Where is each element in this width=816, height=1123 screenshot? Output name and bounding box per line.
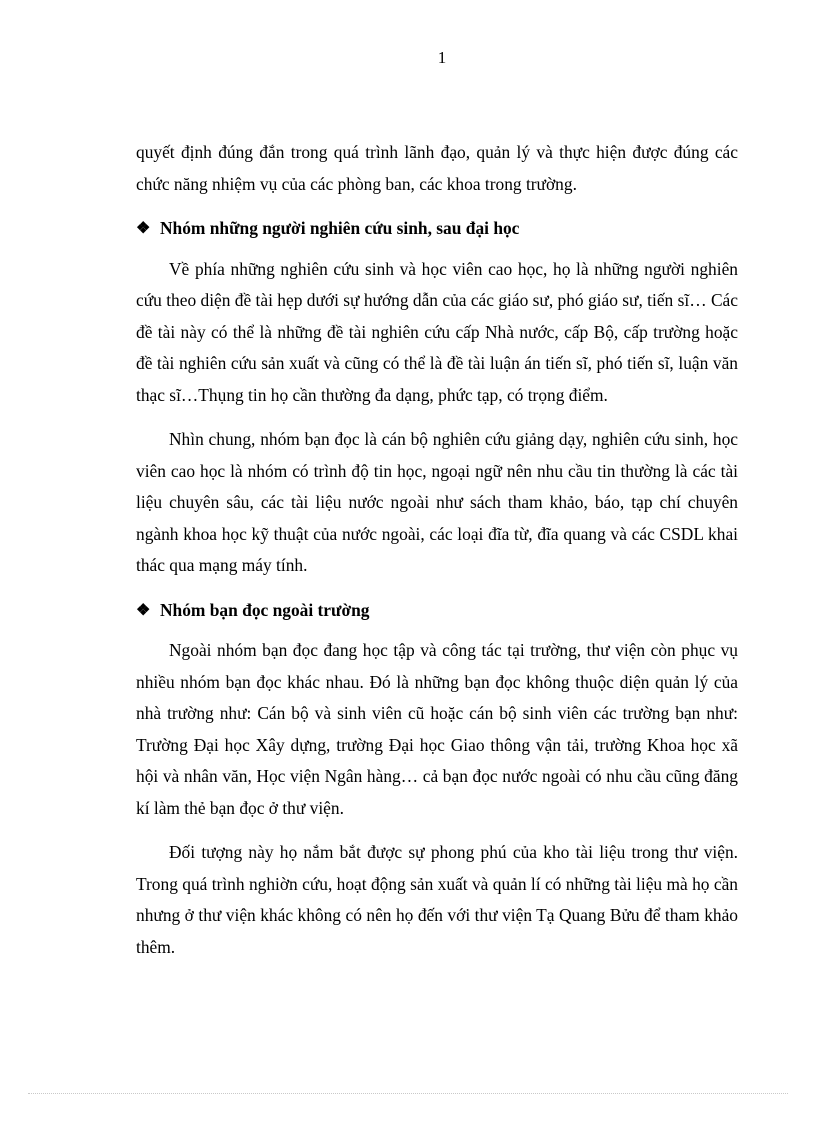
page-number: 1 <box>437 48 447 67</box>
diamond-bullet-icon: ❖ <box>136 601 151 619</box>
paragraph-graduate-researchers: Về phía những nghiên cứu sinh và học viên cao học, họ là những người nghiên cứu theo diện đề tài hẹp dưới sự hướng dẫn của các giáo sư, phó giáo sư, tiến sĩ… Các đề tài này có thể là những đề tài nghiên cứu cấp Nhà nước, cấp Bộ, cấp trường hoặc đề tài nghiên cứu sản xuất và cũng có thể là đề tài luận án tiến sĩ, phó tiến sĩ, luận văn thạc sĩ…Thụng tin họ cần thường đa dạng, phức tạp, có trọng điểm. <box>136 258 738 405</box>
paragraph-summary: Nhìn chung, nhóm bạn đọc là cán bộ nghiên cứu giảng dạy, nghiên cứu sinh, học viên cao học là nhóm có trình độ tin học, ngoại ngữ nên nhu cầu tin thường là các tài liệu chuyên sâu, các tài liệu nước ngoài như sách tham khảo, báo, tạp chí chuyên ngành khoa học kỹ thuật của nước ngoài, các loại đĩa từ, đĩa quang và các CSDL khai thác qua mạng máy tính. <box>136 429 738 575</box>
document-body <box>136 137 738 976</box>
section-heading-text: Nhóm bạn đọc ngoài trường <box>160 599 370 620</box>
footer-divider <box>28 1093 788 1094</box>
section-heading-external-readers <box>136 595 738 627</box>
paragraph-continued: quyết định đúng đắn trong quá trình lãnh đạo, quản lý và thực hiện được đúng các chức năng nhiệm vụ của các phòng ban, các khoa trong trường. <box>136 142 738 194</box>
section-heading-text: Nhóm những người nghiên cứu sinh, sau đại học <box>160 218 520 238</box>
paragraph-external-readers: Ngoài nhóm bạn đọc đang học tập và công tác tại trường, thư viện còn phục vụ nhiều nhóm bạn đọc khác nhau. Đó là những bạn đọc không thuộc diện quản lý của nhà trường như: Cán bộ và sinh viên cũ hoặc cán bộ sinh viên các trường bạn như: Trường Đại học Xây dựng, trường Đại học Giao thông vận tải, trường Khoa học xã hội và nhân văn, Học viện Ngân hàng… cả bạn đọc nước ngoài có nhu cầu cũng đăng kí làm thẻ bạn đọc ở thư viện. <box>136 640 738 818</box>
diamond-bullet-icon: ❖ <box>136 220 151 237</box>
section-heading-graduate-researchers <box>136 213 738 245</box>
paragraph-external-readers-needs: Đối tượng này họ nắm bắt được sự phong phú của kho tài liệu trong thư viện. Trong quá trình nghiờn cứu, hoạt động sản xuất và quản lí có những tài liệu mà họ cần nhưng ở thư viện khác không có nên họ đến với thư viện Tạ Quang Bửu để tham khảo thêm. <box>136 842 738 957</box>
